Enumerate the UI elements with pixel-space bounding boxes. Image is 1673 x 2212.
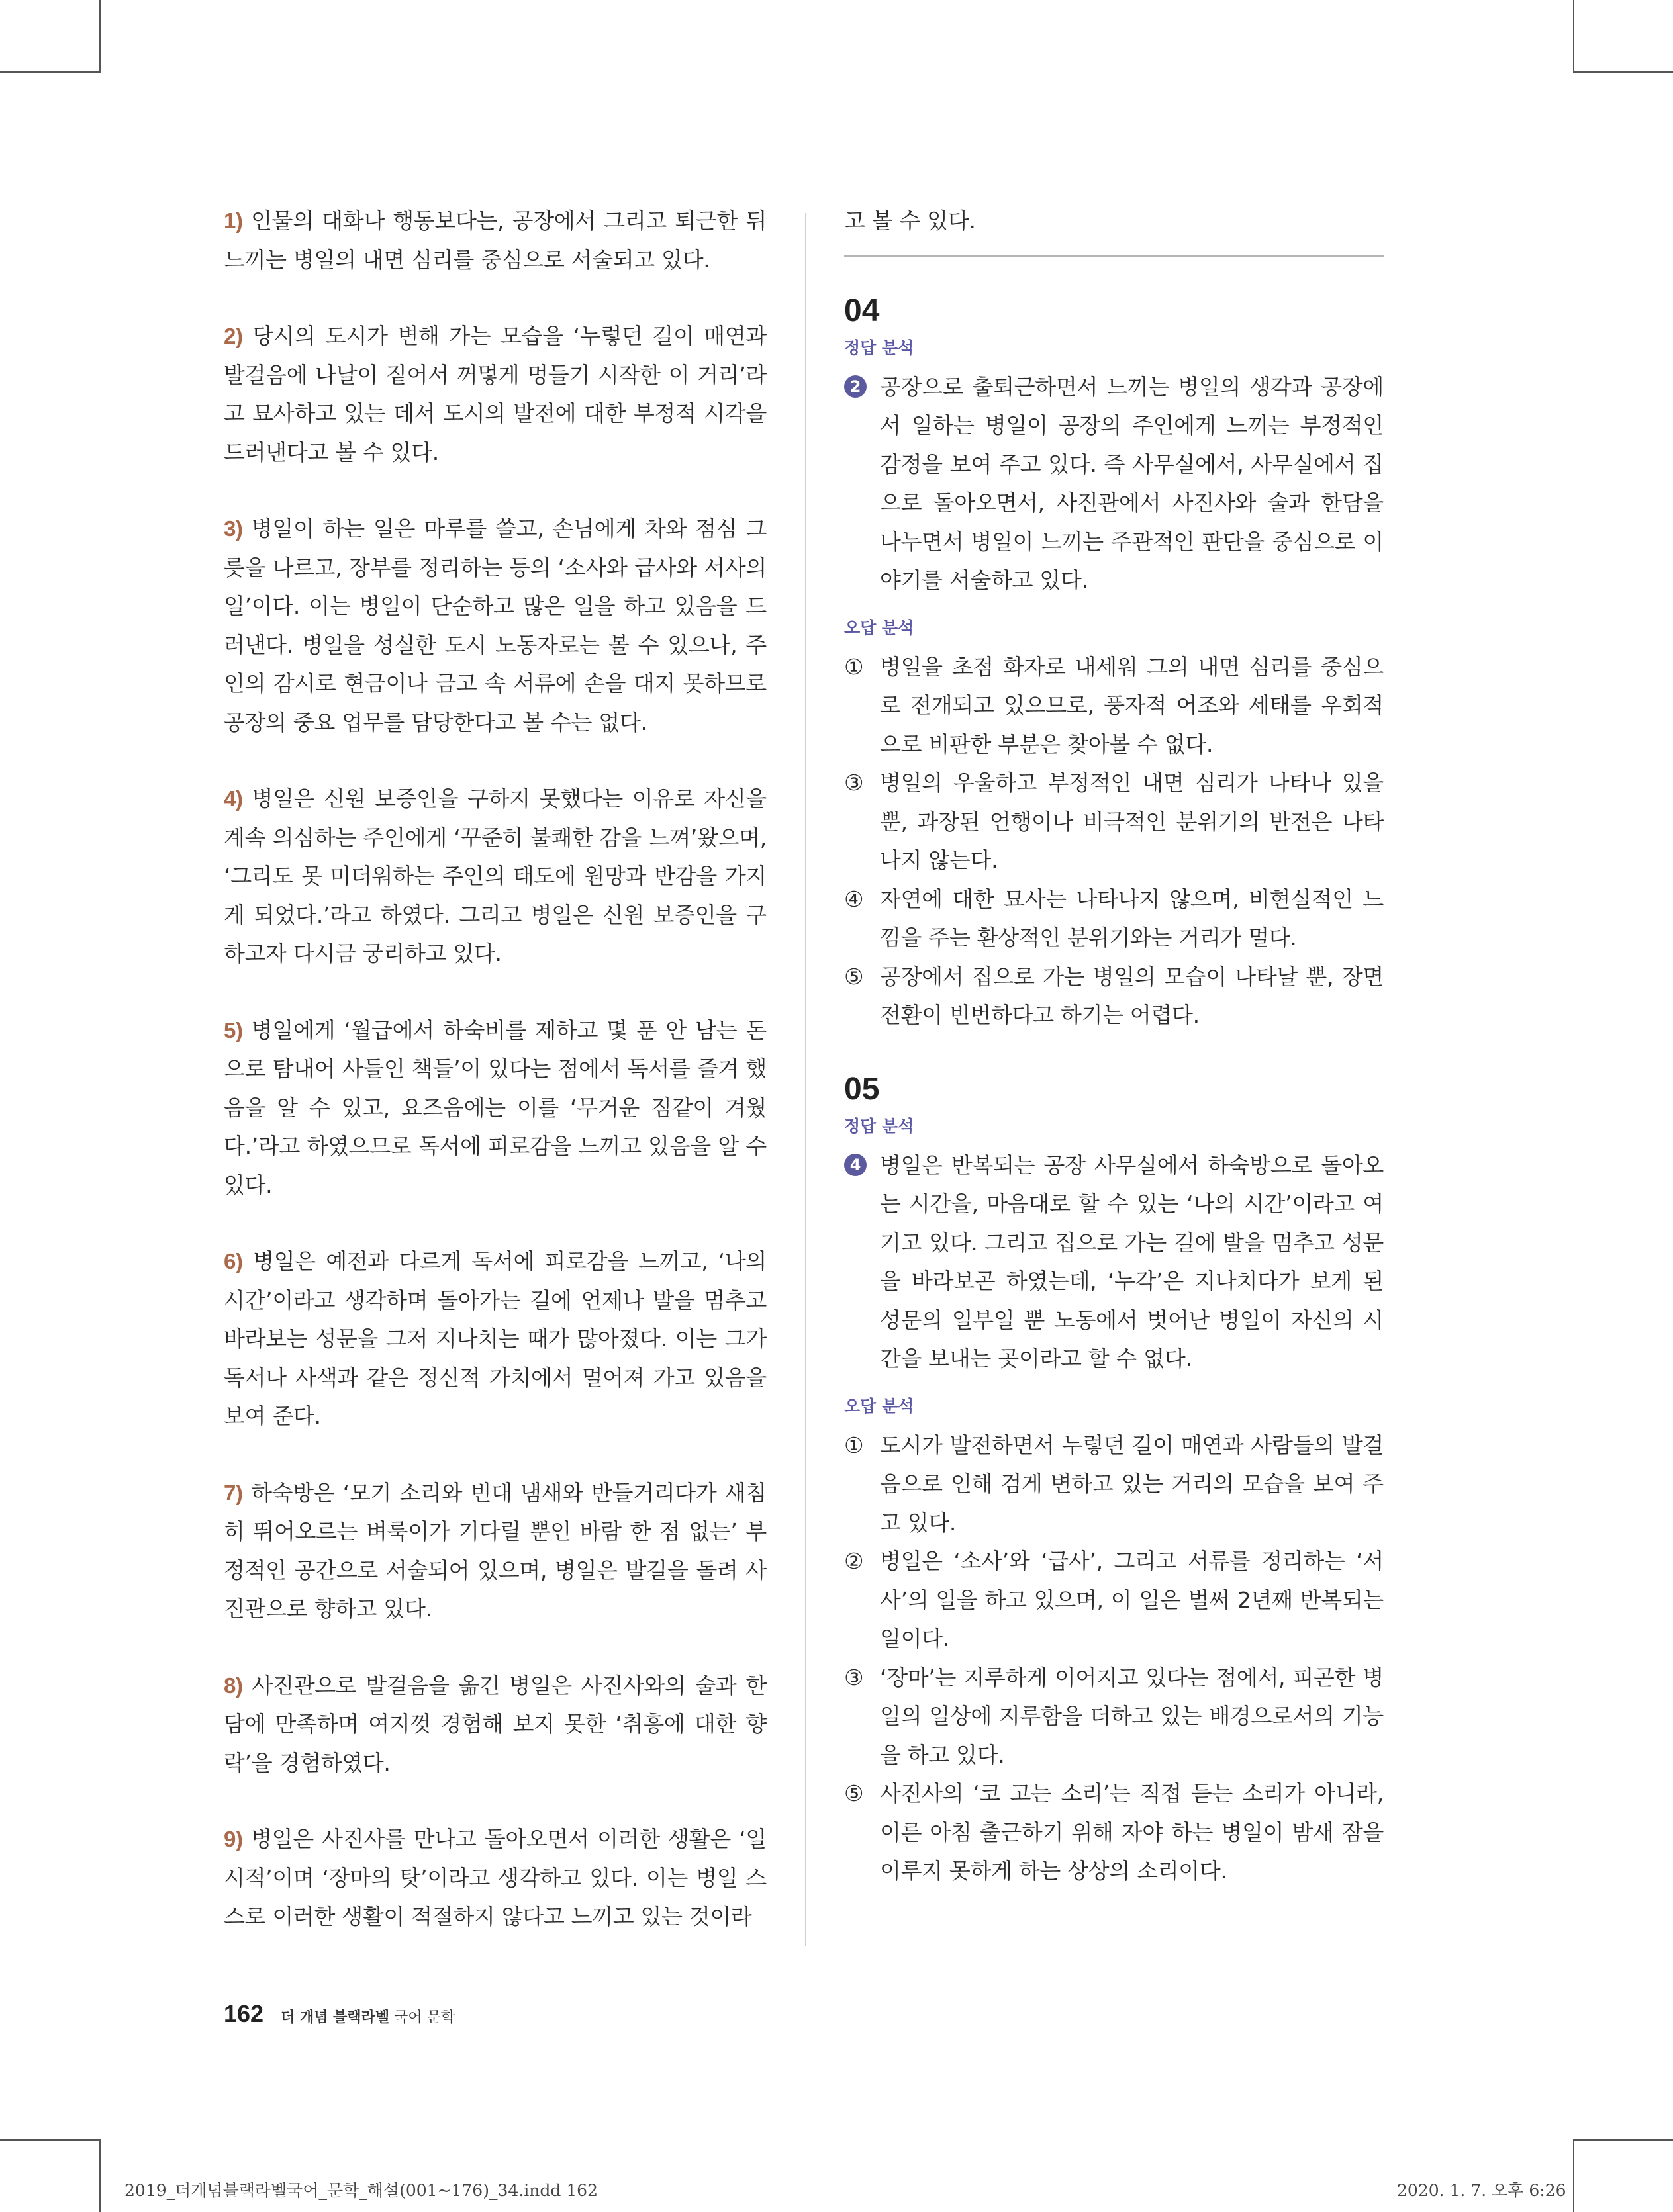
answer-number-badge: 2 — [844, 375, 867, 398]
choice-text: 사진사의 ‘코 고는 소리’는 직접 듣는 소리가 아니라, 이른 아침 출근하기 위해 자야 하는 병일이 밤새 잠을 이루지 못하게 하는 상상의 소리이다. — [880, 1780, 1384, 1884]
item-number: 9) — [224, 1827, 243, 1851]
explanation-9 — [224, 1820, 767, 1937]
wrong-item — [844, 1542, 1384, 1659]
explanation-2 — [224, 317, 767, 472]
explanation-text: 병일은 사진사를 만나고 돌아오면서 이러한 생활은 ‘일시적’이며 ‘장마의 탓’이라고 생각하고 있다. 이는 병일 스스로 이러한 생활이 적절하지 않다고 느끼고 있는 것이라 — [224, 1826, 767, 1929]
explanation-text: 사진관으로 발걸음을 옮긴 병일은 사진사와의 술과 한담에 만족하며 여지껏 경험해 보지 못한 ‘취흥에 대한 향락’을 경험하였다. — [224, 1672, 767, 1776]
explanation-1 — [224, 202, 767, 279]
explanation-text: 병일은 예전과 다르게 독서에 피로감을 느끼고, ‘나의 시간’이라고 생각하며 돌아가는 길에 언제나 발을 멈추고 바라보는 성문을 그저 지나치는 때가 많아졌다. 이는 그가 독서나 사색과 같은 정신적 가치에서 멀어져 가고 있음을 보여 준다. — [224, 1248, 767, 1429]
wrong-analysis-label: 오답 분석 — [844, 618, 914, 637]
book-title — [281, 2006, 455, 2027]
explanation-6 — [224, 1242, 767, 1436]
left-column — [224, 202, 767, 1974]
wrong-item — [844, 880, 1384, 958]
page-footer — [224, 2000, 455, 2028]
answer-analysis-label: 정답 분석 — [844, 1116, 914, 1136]
choice-marker: ① — [844, 653, 864, 680]
item-number: 4) — [224, 786, 243, 811]
wrong-item — [844, 1659, 1384, 1775]
right-column — [844, 202, 1384, 1891]
explanation-3 — [224, 510, 767, 742]
book-title-bold: 더 개념 블랙라벨 — [281, 2009, 390, 2026]
print-slug-timestamp: 2020. 1. 7. 오후 6:26 — [1397, 2181, 1566, 2200]
item-number: 7) — [224, 1480, 243, 1505]
crop-mark — [0, 2139, 99, 2141]
item-number: 6) — [224, 1249, 243, 1273]
choice-text: 병일의 우울하고 부정적인 내면 심리가 나타나 있을 뿐, 과장된 언행이나 비극적인 분위기의 반전은 나타나지 않는다. — [880, 770, 1384, 873]
choice-marker: ⑤ — [844, 963, 864, 990]
page-number: 162 — [224, 2000, 264, 2027]
choice-marker: ② — [844, 1548, 864, 1574]
answer-analysis-label: 정답 분석 — [844, 338, 914, 357]
item-number: 5) — [224, 1017, 243, 1042]
explanation-text: 당시의 도시가 변해 가는 모습을 ‘누렇던 길이 매연과 발걸음에 나날이 짙어서 꺼멓게 멍들기 시작한 이 거리’라고 묘사하고 있는 데서 도시의 발전에 대한 부정적 시각을 드러낸다고 볼 수 있다. — [224, 323, 767, 465]
crop-mark — [1573, 2139, 1574, 2212]
choice-marker: ④ — [844, 886, 864, 912]
answer-item — [844, 368, 1384, 600]
answer-text: 공장으로 출퇴근하면서 느끼는 병일의 생각과 공장에서 일하는 병일이 공장의 주인에게 느끼는 부정적인 감정을 보여 주고 있다. 즉 사무실에서, 사무실에서 집으로 돌아오면서, 사진관에서 사진사와 술과 한담을 나누면서 병일이 느끼는 주관적인 판단을 중심으로 이야기를 서술하고 있다. — [880, 373, 1384, 593]
item-number: 8) — [224, 1673, 243, 1698]
answer-number-badge: 4 — [844, 1154, 867, 1176]
explanation-text: 병일은 신원 보증인을 구하지 못했다는 이유로 자신을 계속 의심하는 주인에게 ‘꾸준히 불쾌한 감을 느껴’왔으며, ‘그리도 못 미더워하는 주인의 태도에 원망과 반감을 가지게 되었다.’라고 하였다. 그리고 병일은 신원 보증인을 구하고자 다시금 궁리하고 있다. — [224, 786, 767, 966]
item-number: 2) — [224, 324, 243, 348]
wrong-item — [844, 1774, 1384, 1891]
choice-text: 자연에 대한 묘사는 나타나지 않으며, 비현실적인 느낌을 주는 환상적인 분위기와는 거리가 멀다. — [880, 886, 1384, 950]
section-divider — [844, 255, 1384, 257]
choice-text: 공장에서 집으로 가는 병일의 모습이 나타날 뿐, 장면 전환이 빈번하다고 하기는 어렵다. — [880, 963, 1384, 1028]
choice-marker: ① — [844, 1432, 864, 1458]
choice-text: ‘장마’는 지루하게 이어지고 있다는 점에서, 피곤한 병일의 일상에 지루함을 더하고 있는 배경으로서의 기능을 하고 있다. — [880, 1664, 1384, 1768]
explanation-5 — [224, 1011, 767, 1205]
answer-item — [844, 1146, 1384, 1379]
item-number: 3) — [224, 516, 243, 541]
choice-text: 병일을 초점 화자로 내세워 그의 내면 심리를 중심으로 전개되고 있으므로, 풍자적 어조와 세태를 우회적으로 비판한 부분은 찾아볼 수 없다. — [880, 653, 1384, 757]
choice-text: 도시가 발전하면서 누렇던 길이 매연과 사람들의 발걸음으로 인해 검게 변하고 있는 거리의 모습을 보여 주고 있다. — [880, 1432, 1384, 1536]
explanation-text: 하숙방은 ‘모기 소리와 빈대 냄새와 반들거리다가 새침히 뛰어오르는 벼룩이가 기다릴 뿐인 바람 한 점 없는’ 부정적인 공간으로 서술되어 있으며, 병일은 발길을 돌려 사진관으로 향하고 있다. — [224, 1479, 767, 1622]
wrong-item — [844, 764, 1384, 880]
crop-mark — [0, 71, 99, 73]
answer-text: 병일은 반복되는 공장 사무실에서 하숙방으로 돌아오는 시간을, 마음대로 할 수 있는 ‘나의 시간’이라고 여기고 있다. 그리고 집으로 가는 길에 발을 멈추고 성문을 바라보곤 하였는데, ‘누각’은 지나치다가 보게 된 성문의 일부일 뿐 노동에서 벗어난 병일이 자신의 시간을 보내는 곳이라고 할 수 없다. — [880, 1152, 1384, 1371]
explanation-text: 병일이 하는 일은 마루를 쓸고, 손님에게 차와 점심 그릇을 나르고, 장부를 정리하는 등의 ‘소사와 급사와 서사의 일’이다. 이는 병일이 단순하고 많은 일을 하고 있음을 드러낸다. 병일을 성실한 도시 노동자로는 볼 수 있으나, 주인의 감시로 현금이나 금고 속 서류에 손을 대지 못하므로 공장의 중요 업무를 담당한다고 볼 수는 없다. — [224, 516, 767, 735]
print-slug-filename: 2019_더개념블랙라벨국어_문학_해설(001~176)_34.indd 162 — [124, 2181, 598, 2200]
continuation-text: 고 볼 수 있다. — [844, 208, 976, 234]
choice-marker: ⑤ — [844, 1780, 864, 1806]
explanation-8 — [224, 1667, 767, 1783]
crop-mark — [1573, 0, 1574, 73]
explanation-7 — [224, 1474, 767, 1629]
wrong-item — [844, 648, 1384, 764]
crop-mark — [1573, 2139, 1673, 2141]
book-title-rest: 국어 문학 — [394, 2009, 455, 2026]
choice-text: 병일은 ‘소사’와 ‘급사’, 그리고 서류를 정리하는 ‘서사’의 일을 하고 있으며, 이 일은 벌써 2년째 반복되는 일이다. — [880, 1548, 1384, 1651]
crop-mark — [1573, 71, 1673, 73]
crop-mark — [99, 2139, 101, 2212]
item-number: 1) — [224, 208, 243, 233]
section-title: 04 — [844, 293, 880, 328]
explanation-text: 병일에게 ‘월급에서 하숙비를 제하고 몇 푼 안 남는 돈으로 탐내어 사들인 책들’이 있다는 점에서 독서를 즐겨 했음을 알 수 있고, 요즈음에는 이를 ‘무거운 짐같이 겨웠다.’라고 하였으므로 독서에 피로감을 느끼고 있음을 알 수 있다. — [224, 1017, 767, 1198]
column-divider — [805, 213, 806, 1946]
wrong-analysis-label: 오답 분석 — [844, 1396, 914, 1416]
explanation-4 — [224, 780, 767, 974]
explanation-text: 인물의 대화나 행동보다는, 공장에서 그리고 퇴근한 뒤 느끼는 병일의 내면 심리를 중심으로 서술되고 있다. — [224, 208, 767, 273]
crop-mark — [99, 0, 101, 73]
wrong-item — [844, 1426, 1384, 1543]
wrong-item — [844, 958, 1384, 1035]
section-title: 05 — [844, 1071, 880, 1107]
choice-marker: ③ — [844, 1664, 864, 1690]
choice-marker: ③ — [844, 770, 864, 796]
